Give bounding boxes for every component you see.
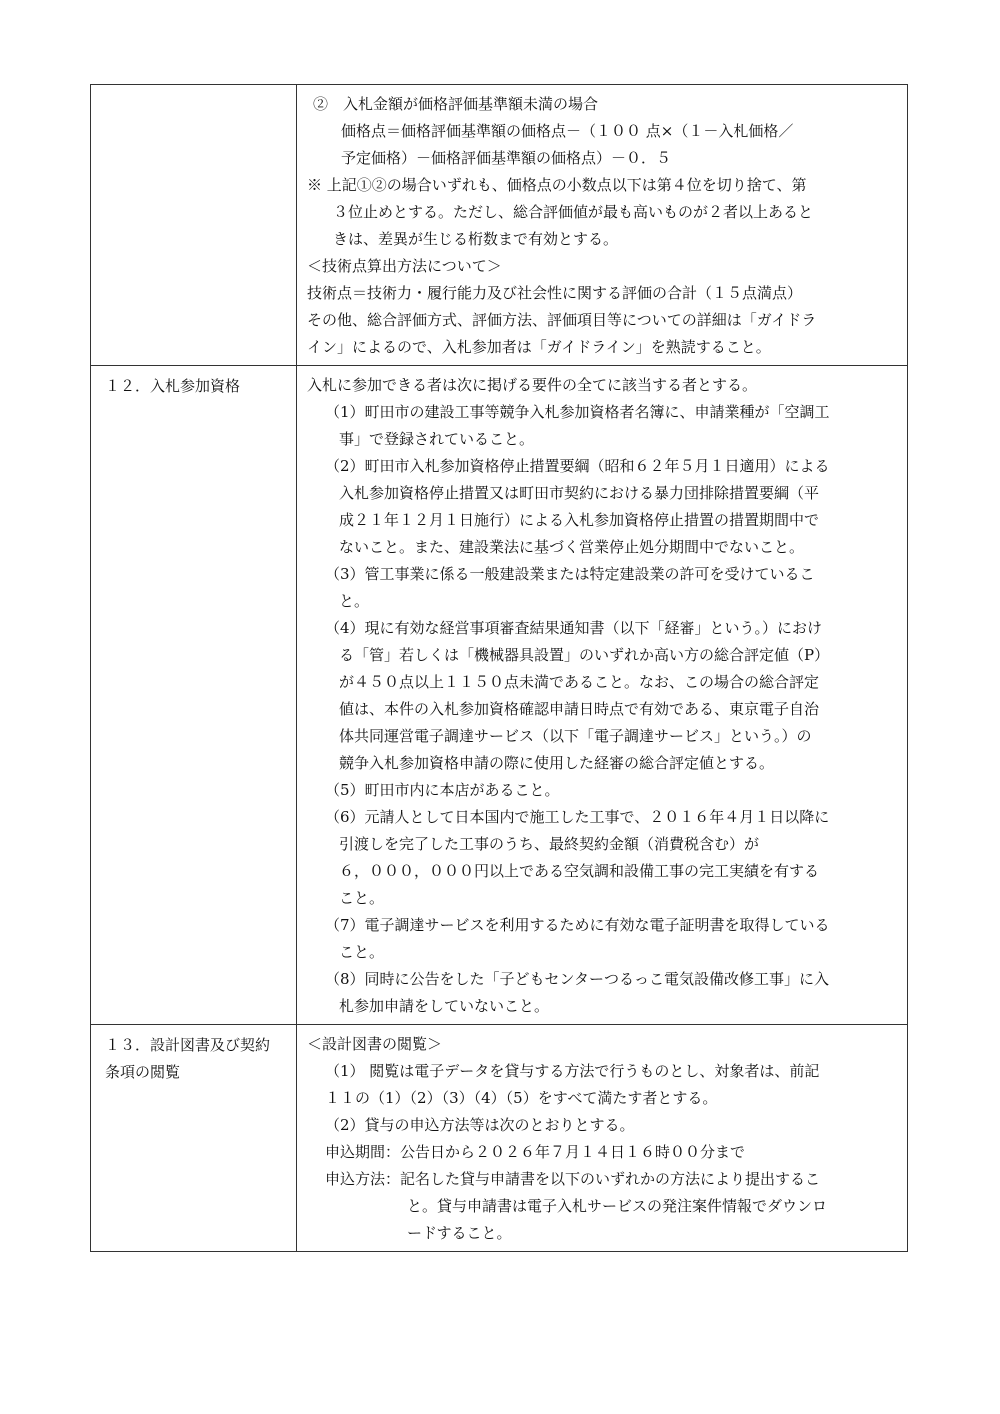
application-period: 申込期間：公告日から２０２６年７月１４日１６時００分まで xyxy=(325,1143,746,1161)
guideline-line2: イン」によるので、入札参加者は「ガイドライン」を熟読すること。 xyxy=(307,338,771,356)
document-table xyxy=(90,84,908,1252)
qualification-item-4-cont: が４５０点以上１１５０点未満であること。なお、この場合の総合評定 xyxy=(339,673,820,691)
note-line2: ３位止めとする。ただし、総合評価値が最も高いものが２者以上あると xyxy=(333,203,814,221)
application-method: 申込方法：記名した貸与申請書を以下のいずれかの方法により提出するこ xyxy=(325,1170,821,1188)
qualification-item-7-cont: こと。 xyxy=(339,943,385,961)
application-method-cont: ードすること。 xyxy=(407,1224,512,1242)
table-row-price-and-technical xyxy=(91,85,908,366)
qualification-item-5: （5）町田市内に本店があること。 xyxy=(325,781,560,799)
qualification-item-2: （2）町田市入札参加資格停止措置要綱（昭和６２年５月１日適用）による xyxy=(325,457,830,475)
qualification-item-8-cont: 札参加申請をしていないこと。 xyxy=(339,997,550,1015)
design-docs-item-2: （2）貸与の申込方法等は次のとおりとする。 xyxy=(325,1116,635,1134)
design-docs-heading: ＜設計図書の閲覧＞ xyxy=(307,1035,443,1053)
price-formula-line2: 予定価格）－価格評価基準額の価格点）－０．５ xyxy=(341,149,672,167)
row-content-price-and-technical xyxy=(297,85,908,366)
qualification-item-2-cont: 入札参加資格停止措置又は町田市契約における暴力団排除措置要綱（平 xyxy=(339,484,820,502)
technical-score-heading: ＜技術点算出方法について＞ xyxy=(307,257,502,275)
note-line3: きは、差異が生じる桁数まで有効とする。 xyxy=(333,230,619,248)
technical-score-formula: 技術点＝技術力・履行能力及び社会性に関する評価の合計（１５点満点） xyxy=(307,284,803,302)
qualification-intro: 入札に参加できる者は次に掲げる要件の全てに該当する者とする。 xyxy=(307,376,758,394)
qualification-item-4-cont: 値は、本件の入札参加資格確認申請日時点で有効である、東京電子自治 xyxy=(339,700,820,718)
qualification-item-4-cont: 体共同運営電子調達サービス（以下「電子調達サービス」という。）の xyxy=(339,727,812,745)
qualification-item-4-cont: る「管」若しくは「機械器具設置」のいずれか高い方の総合評定値（P） xyxy=(339,646,830,664)
row-label-empty xyxy=(91,85,297,366)
price-formula-line1: 価格点＝価格評価基準額の価格点－（１００ 点×（１－入札価格／ xyxy=(341,122,794,140)
price-case-2-heading: ② 入札金額が価格評価基準額未満の場合 xyxy=(313,95,599,113)
qualification-item-2-cont: ないこと。また、建設業法に基づく営業停止処分期間中でないこと。 xyxy=(339,538,805,556)
row-label-cell xyxy=(91,1025,297,1252)
qualification-item-4: （4）現に有効な経営事項審査結果通知書（以下「経審」という。）におけ xyxy=(325,619,823,637)
qualification-item-4-cont: 競争入札参加資格申請の際に使用した経審の総合評定値とする。 xyxy=(339,754,775,772)
qualification-item-6-cont: ６，０００，０００円以上である空気調和設備工事の完工実績を有する xyxy=(339,862,820,880)
qualification-item-1: （1）町田市の建設工事等競争入札参加資格者名簿に、申請業種が「空調工 xyxy=(325,403,830,421)
note-line1: ※ 上記①②の場合いずれも、価格点の小数点以下は第４位を切り捨て、第 xyxy=(307,176,807,194)
qualification-item-6: （6）元請人として日本国内で施工した工事で、２０１６年４月１日以降に xyxy=(325,808,830,826)
table-row-bid-qualification xyxy=(91,366,908,1025)
qualification-item-1-cont: 事」で登録されていること。 xyxy=(339,430,535,448)
qualification-item-2-cont: 成２１年１２月１日施行）による入札参加資格停止措置の措置期間中で xyxy=(339,511,820,529)
qualification-item-6-cont: 引渡しを完了した工事のうち、最終契約金額（消費税含む）が xyxy=(339,835,760,853)
row-label-bid-qualification: １２．入札参加資格 xyxy=(105,377,241,395)
qualification-item-3: （3）管工事業に係る一般建設業または特定建設業の許可を受けているこ xyxy=(325,565,815,583)
qualification-item-6-cont: こと。 xyxy=(339,889,385,907)
row-label-design-documents: １３．設計図書及び契約 条項の閲覧 xyxy=(105,1036,271,1081)
qualification-item-7: （7）電子調達サービスを利用するために有効な電子証明書を取得している xyxy=(325,916,830,934)
guideline-line1: その他、総合評価方式、評価方法、評価項目等についての詳細は「ガイドラ xyxy=(307,311,817,329)
table-row-design-documents xyxy=(91,1025,908,1252)
application-method-cont: と。貸与申請書は電子入札サービスの発注案件情報でダウンロ xyxy=(407,1197,828,1215)
qualification-item-3-cont: と。 xyxy=(339,592,370,610)
row-label-cell xyxy=(91,366,297,1025)
qualification-item-8: （8）同時に公告をした「子どもセンターつるっこ電気設備改修工事」に入 xyxy=(325,970,829,988)
design-docs-item-1: （1） 閲覧は電子データを貸与する方法で行うものとし、対象者は、前記 xyxy=(325,1062,820,1080)
row-content-design-documents xyxy=(297,1025,908,1252)
design-docs-item-1-cont: １１の（1）（2）（3）（4）（5）をすべて満たす者とする。 xyxy=(325,1089,718,1107)
row-content-bid-qualification xyxy=(297,366,908,1025)
